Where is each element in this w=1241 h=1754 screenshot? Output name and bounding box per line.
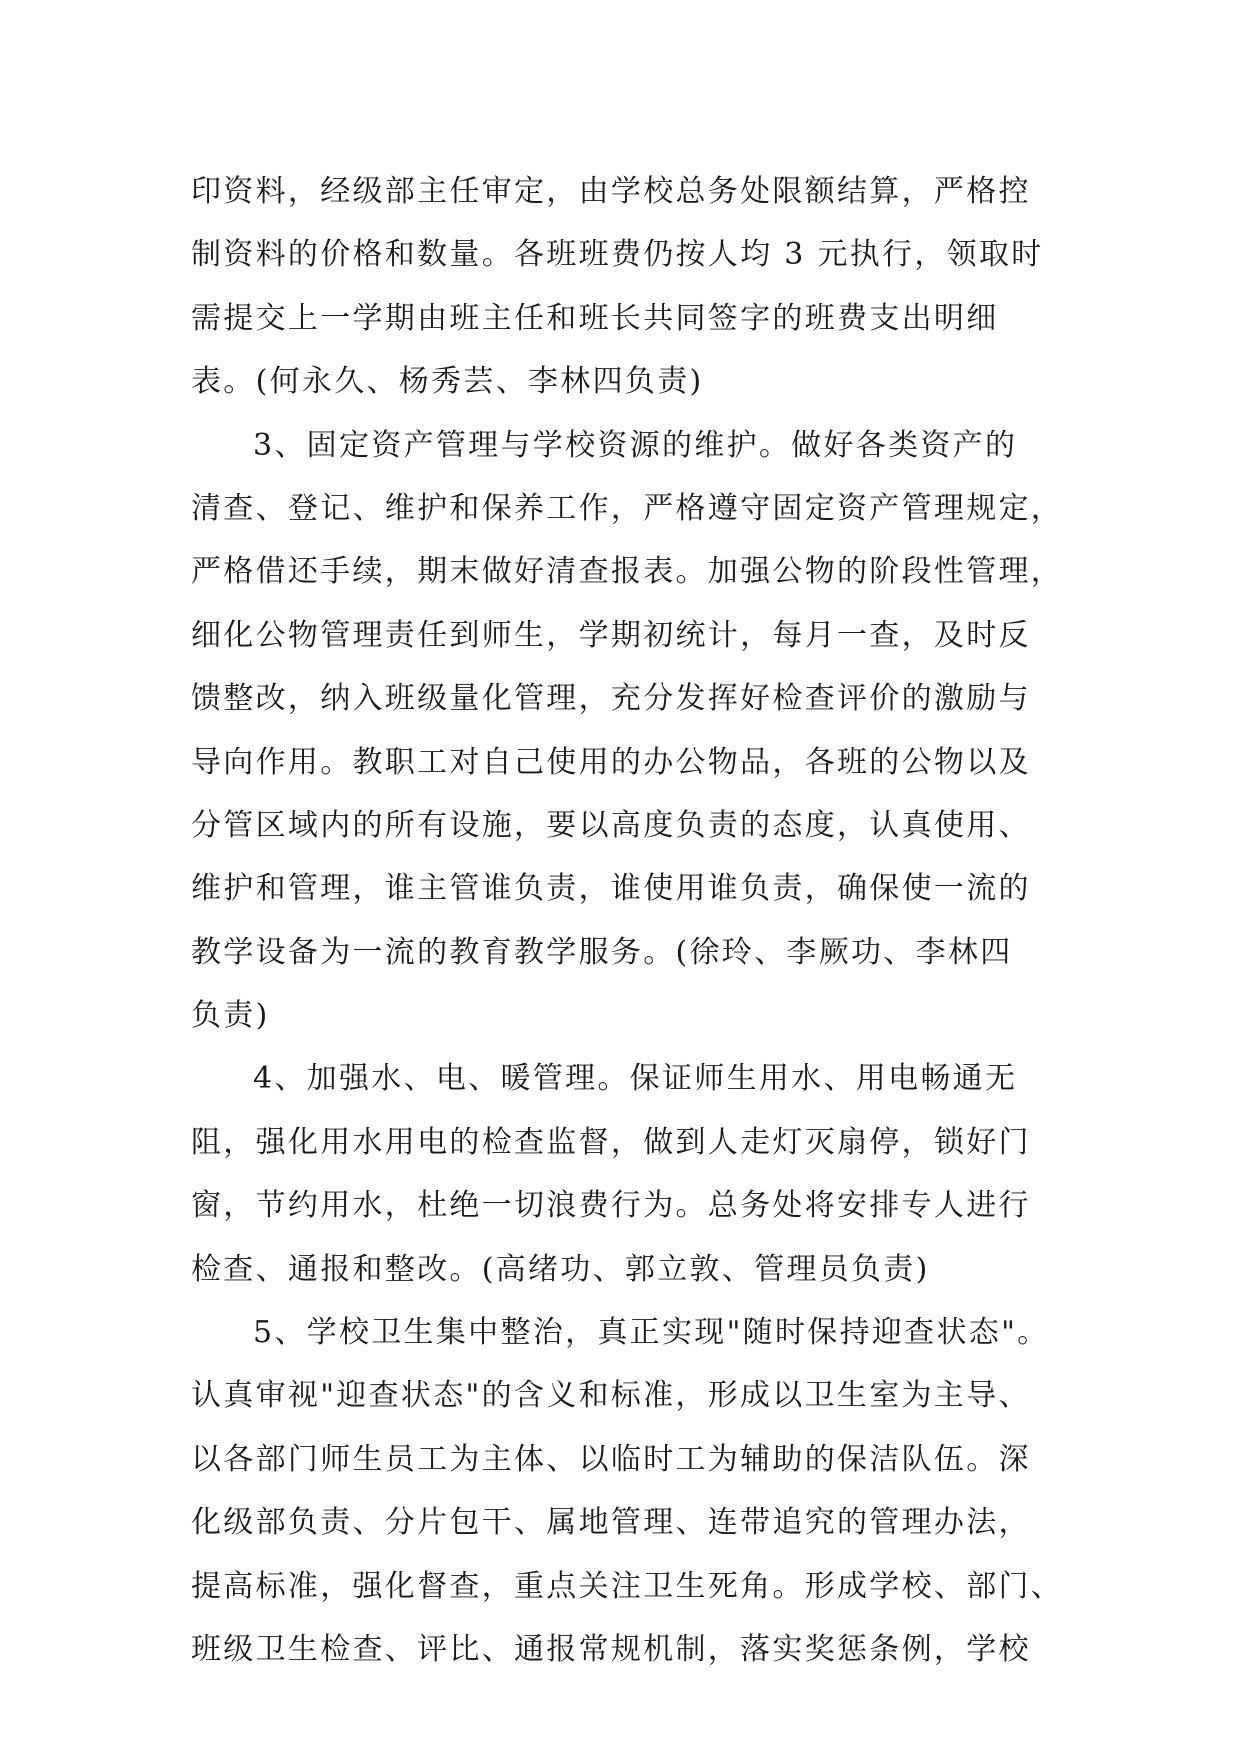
- text-line: 分管区域内的所有设施，要以高度负责的态度，认真使用、: [191, 807, 1031, 843]
- text-line: 维护和管理，谁主管谁负责，谁使用谁负责，确保使一流的: [191, 871, 1031, 907]
- text-line: 5、学校卫生集中整治，真正实现"随时保持迎查状态"。: [253, 1315, 1050, 1351]
- text-line: 印资料，经级部主任审定，由学校总务处限额结算，严格控: [191, 174, 1031, 209]
- text-line: 导向作用。教职工对自己使用的办公物品，各班的公物以及: [191, 744, 1031, 780]
- text-line: 细化公物管理责任到师生，学期初统计，每月一查，及时反: [191, 617, 1031, 653]
- text-line: 窗，节约用水，杜绝一切浪费行为。总务处将安排专人进行: [191, 1188, 1031, 1224]
- text-line: 提高标准，强化督查，重点关注卫生死角。形成学校、部门、: [191, 1568, 1064, 1604]
- text-line: 班级卫生检查、评比、通报常规机制，落实奖惩条例，学校: [191, 1631, 1031, 1667]
- text-line: 以各部门师生员工为主体、以临时工为辅助的保洁队伍。深: [191, 1441, 1031, 1477]
- text-line: 清查、登记、维护和保养工作，严格遵守固定资产管理规定，: [191, 490, 1064, 526]
- text-line: 表。(何永久、杨秀芸、李林四负责): [191, 364, 704, 400]
- text-line: 阻，强化用水用电的检查监督，做到人走灯灭扇停，锁好门: [191, 1124, 1031, 1160]
- text-line: 馈整改，纳入班级量化管理，充分发挥好检查评价的激励与: [191, 681, 1031, 717]
- text-line: 制资料的价格和数量。各班班费仍按人均 3 元执行，领取时: [191, 237, 1044, 273]
- text-line: 需提交上一学期由班主任和班长共同签字的班费支出明细: [191, 300, 999, 336]
- text-line: 4、加强水、电、暖管理。保证师生用水、用电畅通无: [253, 1061, 1018, 1097]
- text-line: 严格借还手续，期末做好清查报表。加强公物的阶段性管理，: [191, 554, 1064, 590]
- text-line: 3、固定资产管理与学校资源的维护。做好各类资产的: [253, 427, 1018, 463]
- text-line: 化级部负责、分片包干、属地管理、连带追究的管理办法，: [191, 1505, 1031, 1541]
- text-line: 教学设备为一流的教育教学服务。(徐玲、李厥功、李林四: [191, 934, 1013, 970]
- body-text: [191, 160, 1071, 1681]
- text-line: 检查、通报和整改。(高绪功、郭立敦、管理员负责): [191, 1251, 930, 1287]
- text-line: 认真审视"迎查状态"的含义和标准，形成以卫生室为主导、: [191, 1378, 1031, 1414]
- text-line: 负责): [191, 998, 270, 1034]
